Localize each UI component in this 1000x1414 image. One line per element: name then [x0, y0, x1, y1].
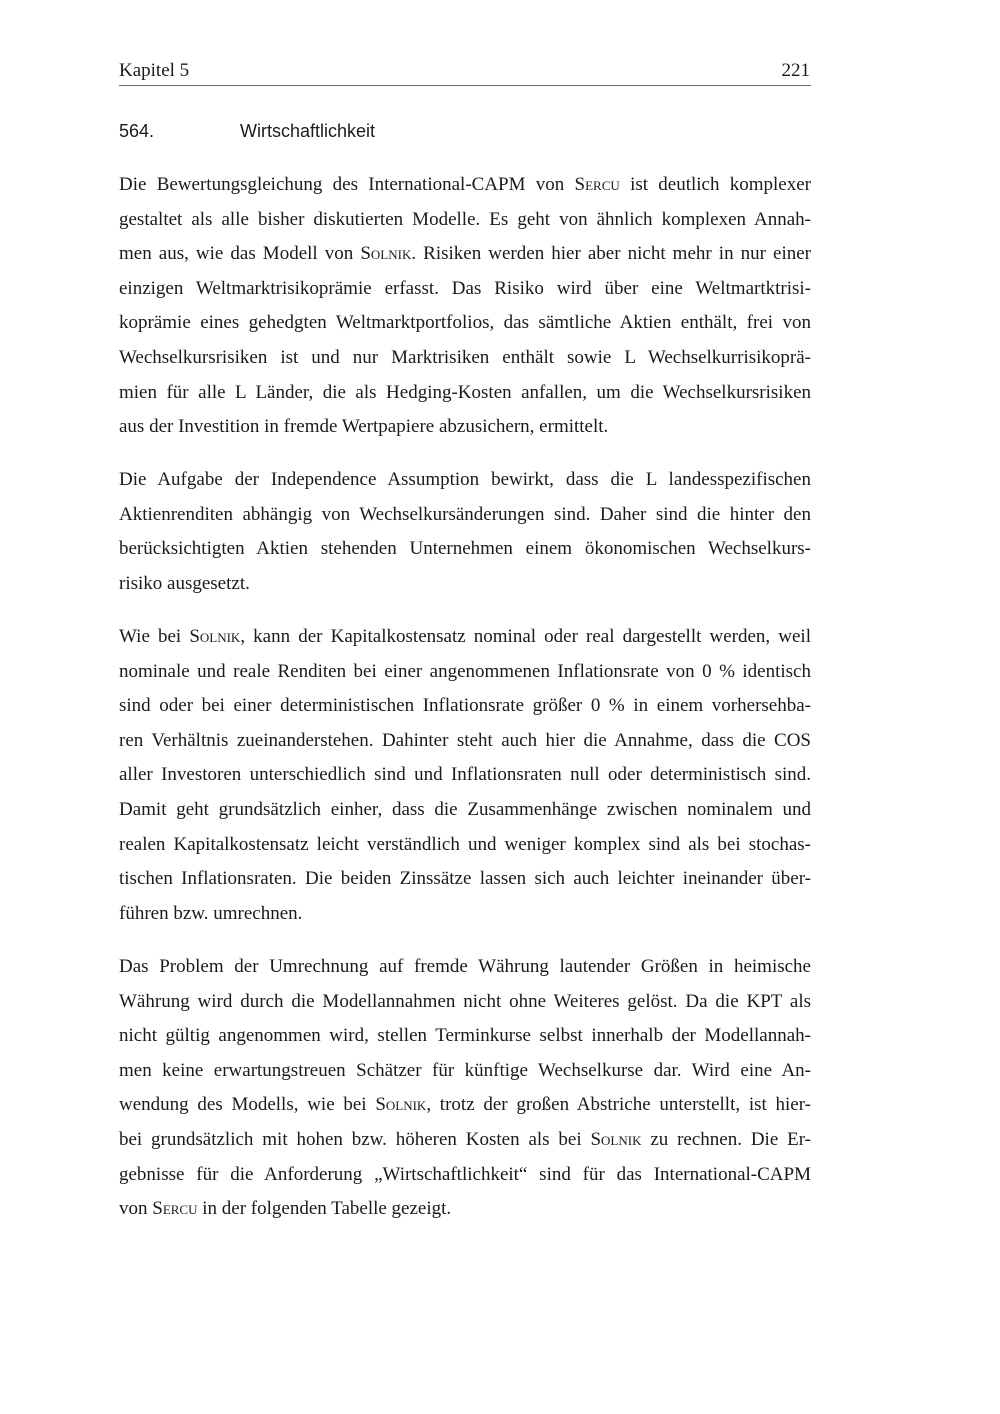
text-line: gebnisse für die Anforderung „Wirtschaftlichkeit“ sind für das International-CAPM	[119, 1163, 811, 1185]
paragraph-3	[119, 620, 811, 931]
text-line: Damit geht grundsätzlich einher, dass die Zusammenhänge zwischen nominalem und	[119, 798, 811, 820]
author-name: Solnik	[375, 1094, 427, 1116]
text-line: Das Problem der Umrechnung auf fremde Währung lautender Größen in heimische	[119, 956, 811, 977]
text-line: Wechselkursrisiken ist und nur Marktrisiken enthält sowie L Wechselkurrisikoprä-	[119, 346, 811, 368]
text-line: men keine erwartungstreuen Schätzer für künftige Wechselkurse dar. Wird eine An-	[119, 1059, 811, 1081]
text-line: Die Aufgabe der Independence Assumption bewirkt, dass die L landesspezifischen	[119, 469, 811, 490]
text-line: mien für alle L Länder, die als Hedging-Kosten anfallen, um die Wechselkursrisiken	[119, 381, 811, 403]
text-line: von Sercu in der folgenden Tabelle gezeigt.	[119, 1198, 452, 1220]
text-line: risiko ausgesetzt.	[119, 572, 250, 594]
section-number: 564.	[119, 121, 155, 141]
text-line: Die Bewertungsgleichung des International-CAPM von Sercu ist deutlich komplexer	[119, 174, 812, 195]
paragraph-1	[119, 168, 811, 445]
text-line: berücksichtigten Aktien stehenden Unternehmen einem ökonomischen Wechselkurs-	[119, 538, 811, 560]
chapter-label: Kapitel 5	[119, 60, 190, 81]
text-line: Währung wird durch die Modellannahmen nicht ohne Weiteres gelöst. Da die KPT als	[119, 990, 811, 1012]
author-name: Sercu	[574, 174, 620, 195]
text-line: men aus, wie das Modell von Solnik. Risiken werden hier aber nicht mehr in nur einer	[119, 243, 811, 265]
text-line: aus der Investition in fremde Wertpapiere abzusichern, ermittelt.	[119, 416, 609, 438]
text-line: Aktienrenditen abhängig von Wechselkursänderungen sind. Daher sind die hinter den	[119, 503, 811, 525]
text-line: realen Kapitalkostensatz leicht verständlich und weniger komplex sind als bei stochas-	[119, 833, 811, 855]
text-line: nominale und reale Renditen bei einer angenommenen Inflationsrate von 0 % identisch	[119, 660, 811, 682]
text-line: aller Investoren unterschiedlich sind und Inflationsraten null oder deterministisch sind.	[119, 764, 811, 786]
author-name: Solnik	[590, 1128, 642, 1150]
author-name: Solnik	[189, 626, 241, 647]
paragraph-2	[119, 463, 811, 601]
author-name: Solnik	[360, 243, 412, 265]
text-line: bei grundsätzlich mit hohen bzw. höheren Kosten als bei Solnik zu rechnen. Die Er-	[119, 1128, 811, 1150]
text-line: koprämie eines gehedgten Weltmarktportfolios, das sämtliche Aktien enthält, frei von	[119, 312, 811, 334]
text-line: nicht gültig angenommen wird, stellen Terminkurse selbst innerhalb der Modellannah-	[119, 1025, 811, 1047]
text-line: Wie bei Solnik, kann der Kapitalkostensatz nominal oder real dargestellt werden, weil	[119, 626, 811, 647]
text-line: gestaltet als alle bisher diskutierten Modelle. Es geht von ähnlich komplexen Annah-	[119, 208, 811, 230]
author-name: Sercu	[152, 1198, 198, 1220]
text-line: wendung des Modells, wie bei Solnik, trotz der großen Abstriche unterstellt, ist hier-	[119, 1094, 812, 1116]
text-line: ren Verhältnis zueinanderstehen. Dahinter steht auch hier die Annahme, dass die COS	[119, 729, 811, 751]
text-line: führen bzw. umrechnen.	[119, 902, 303, 924]
text-line: sind oder bei einer deterministischen Inflationsrate größer 0 % in einem vorhersehba-	[119, 695, 811, 717]
running-header	[119, 58, 811, 86]
paragraph-4	[119, 950, 811, 1227]
text-line: tischen Inflationsraten. Die beiden Zinssätze lassen sich auch leichter ineinander über-	[119, 868, 811, 890]
text-line: einzigen Weltmarktrisikoprämie erfasst. Das Risiko wird über eine Weltmartktrisi-	[119, 277, 811, 299]
section-title: Wirtschaftlichkeit	[240, 121, 376, 141]
page-number: 221	[781, 60, 810, 81]
